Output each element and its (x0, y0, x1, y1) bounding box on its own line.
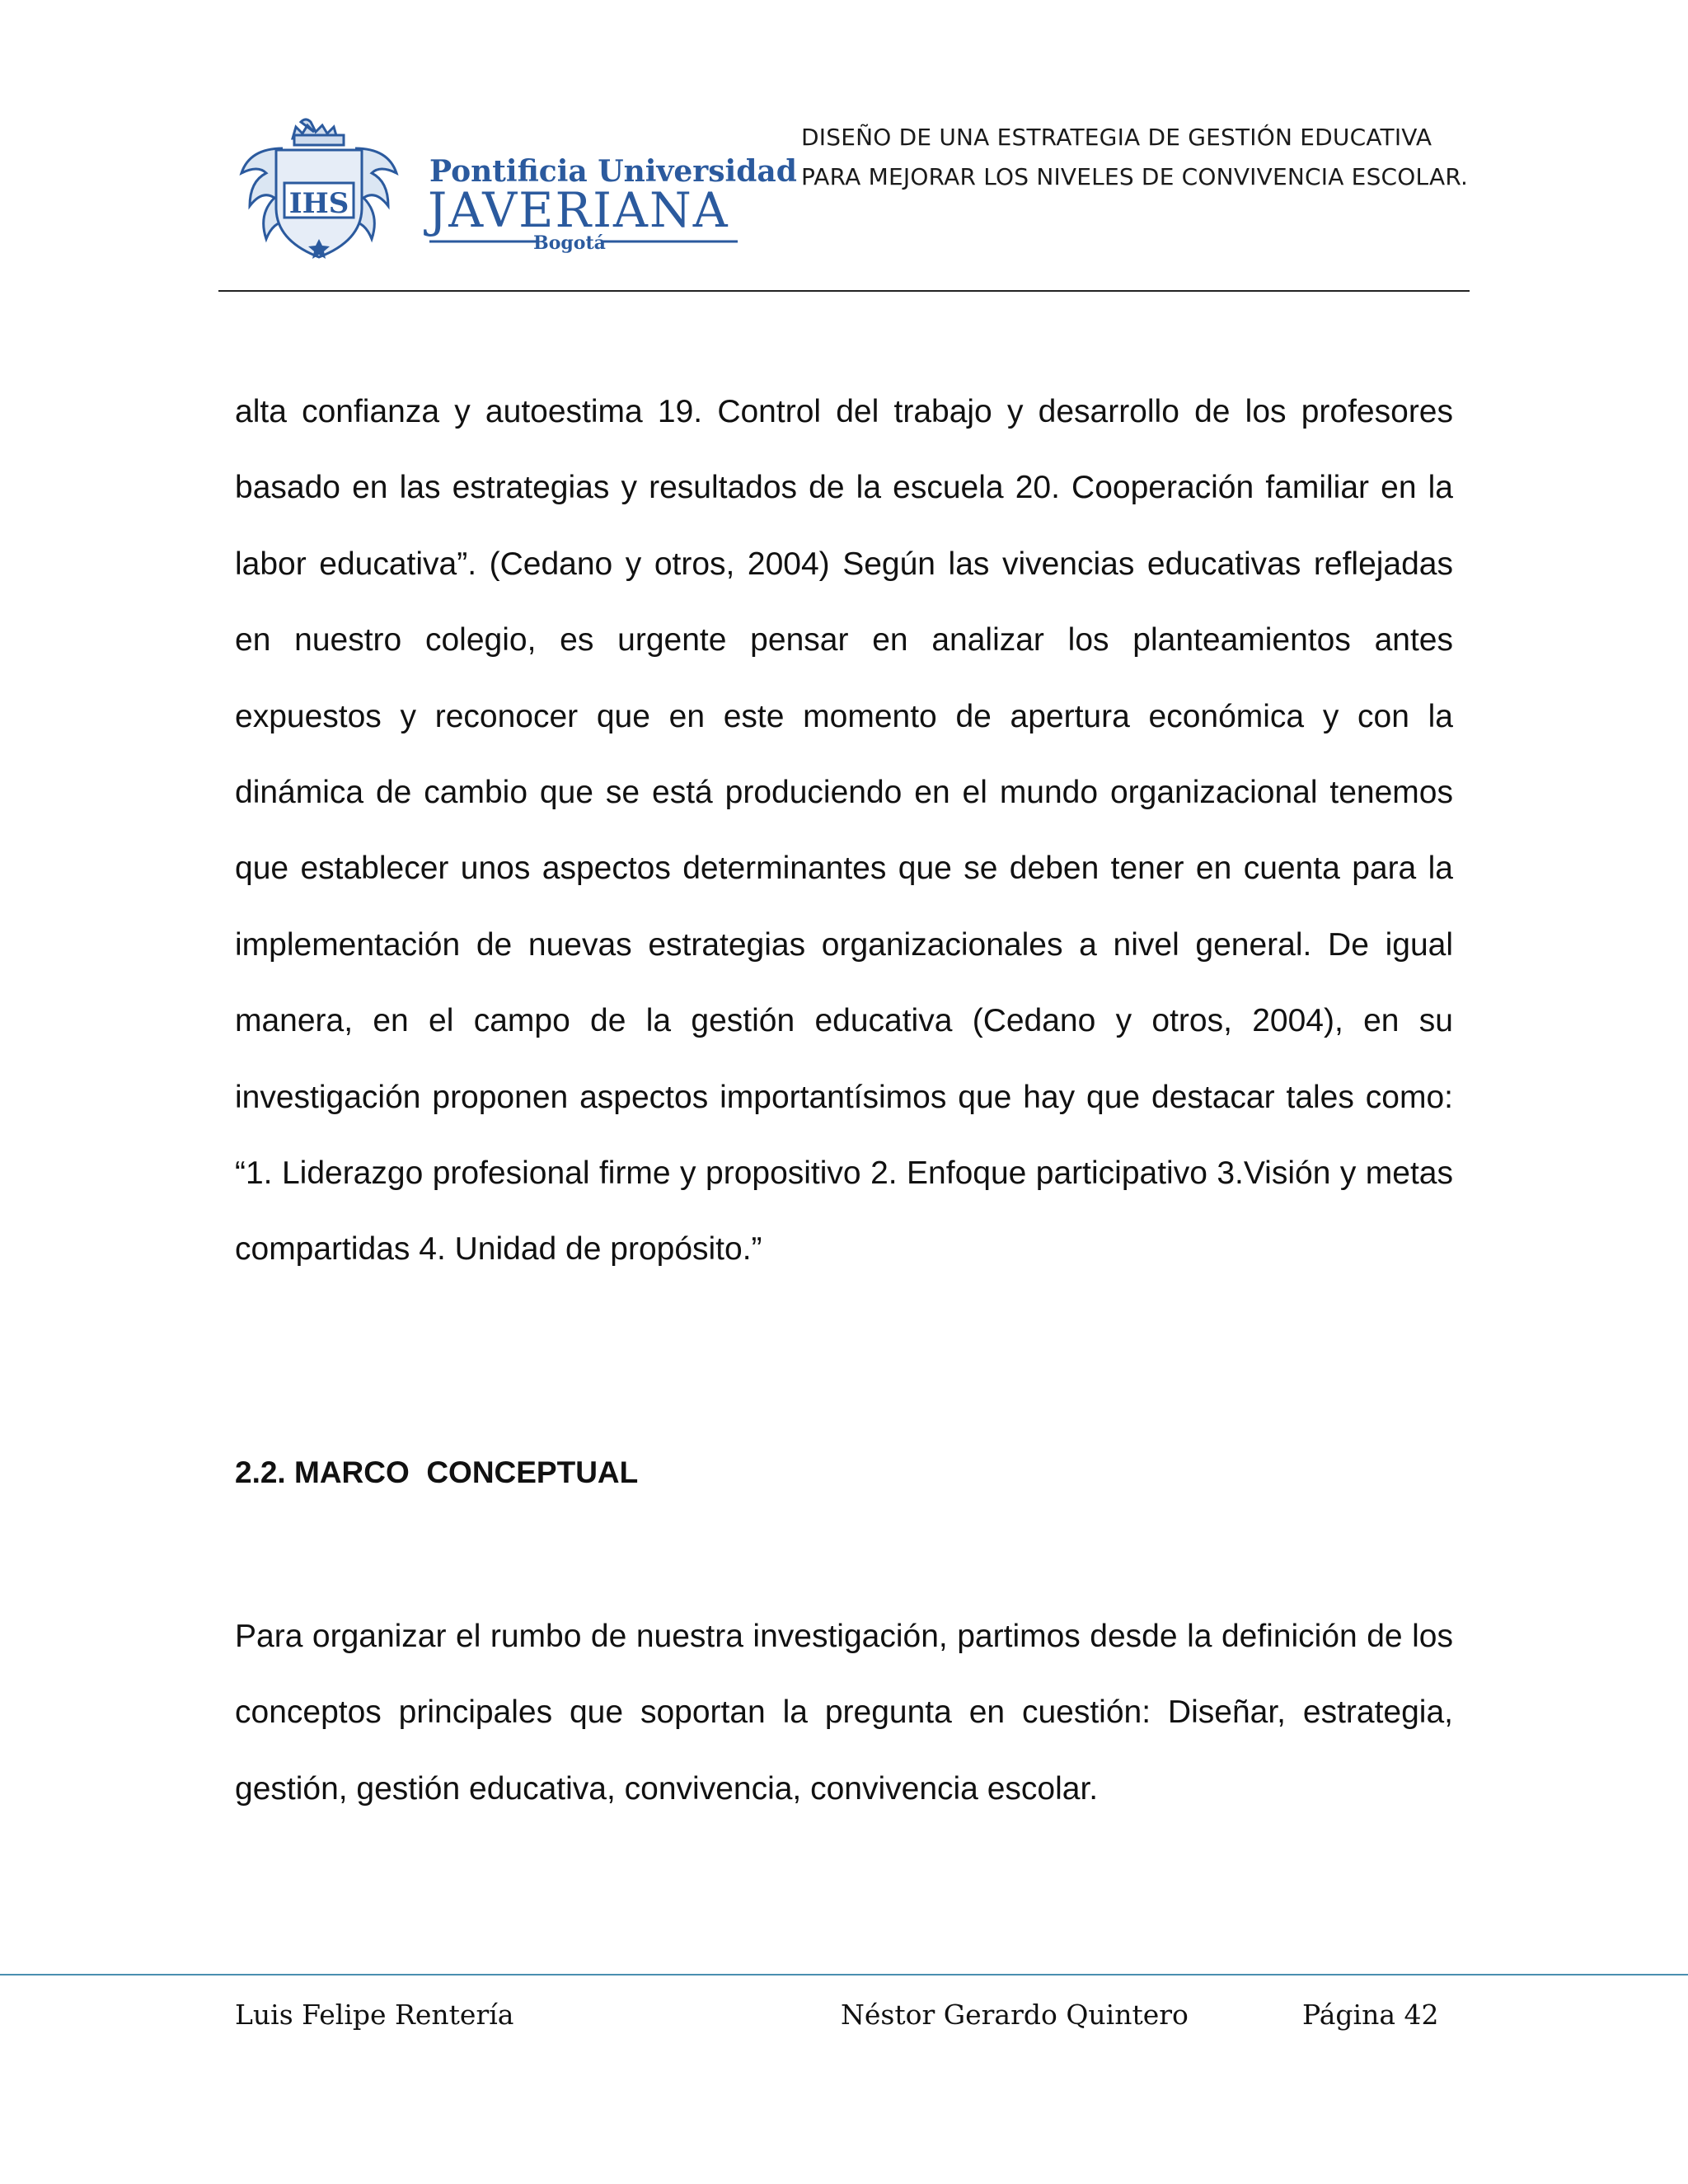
body-paragraph-1: alta confianza y autoestima 19. Control del trabajo y desarrollo de los profesores basado en las estrategias y resultados de la escuela 20. Cooperación familiar en la labor educativa”. (Cedano y otros, 2004) Según las vivencias educativas reflejadas en nuestro colegio, es urgente pensar en analizar los planteamientos antes expuestos y reconocer que en este momento de apertura económica y con la dinámica de cambio que se está produciendo en el mundo organizacional tenemos que establecer unos aspectos determinantes que se deben tener en cuenta para la implementación de nuevas estrategias organizacionales a nivel general. De igual manera, en el campo de la gestión educativa (Cedano y otros, 2004), en su investigación proponen aspectos importantísimos que hay que destacar tales como: “1. Liderazgo profesional firme y propositivo 2. Enfoque participativo 3.Visión y metas compartidas 4. Unidad de propósito.” (235, 394, 1453, 1268)
body-paragraph-2: Para organizar el rumbo de nuestra investigación, partimos desde la definición de los conceptos principales que soportan la pregunta en cuestión: Diseñar, estrategia, gestión, gestión educativa, convivencia, convivencia escolar. (235, 1619, 1453, 1807)
header-divider (218, 290, 1470, 292)
logo-line-2: JAVERIANA (428, 182, 729, 238)
footer-divider (0, 1974, 1688, 1975)
university-logo (233, 115, 797, 264)
footer-author-1: Luis Felipe Rentería (235, 1999, 514, 2031)
crest-text: IHS (288, 187, 349, 220)
header-title (801, 118, 1493, 197)
page-number: Página 42 (1302, 1999, 1439, 2031)
section-heading: 2.2. MARCO CONCEPTUAL (235, 1455, 639, 1489)
header-title-line-2: PARA MEJORAR LOS NIVELES DE CONVIVENCIA ESCOLAR. (801, 163, 1469, 190)
header-title-line-1: DISEÑO DE UNA ESTRATEGIA DE GESTIÓN EDUCATIVA (801, 124, 1432, 151)
footer-author-2: Néstor Gerardo Quintero (841, 1999, 1189, 2031)
logo-line-1: Pontificia Universidad (429, 154, 797, 189)
logo-line-3: Bogotá (533, 232, 606, 254)
